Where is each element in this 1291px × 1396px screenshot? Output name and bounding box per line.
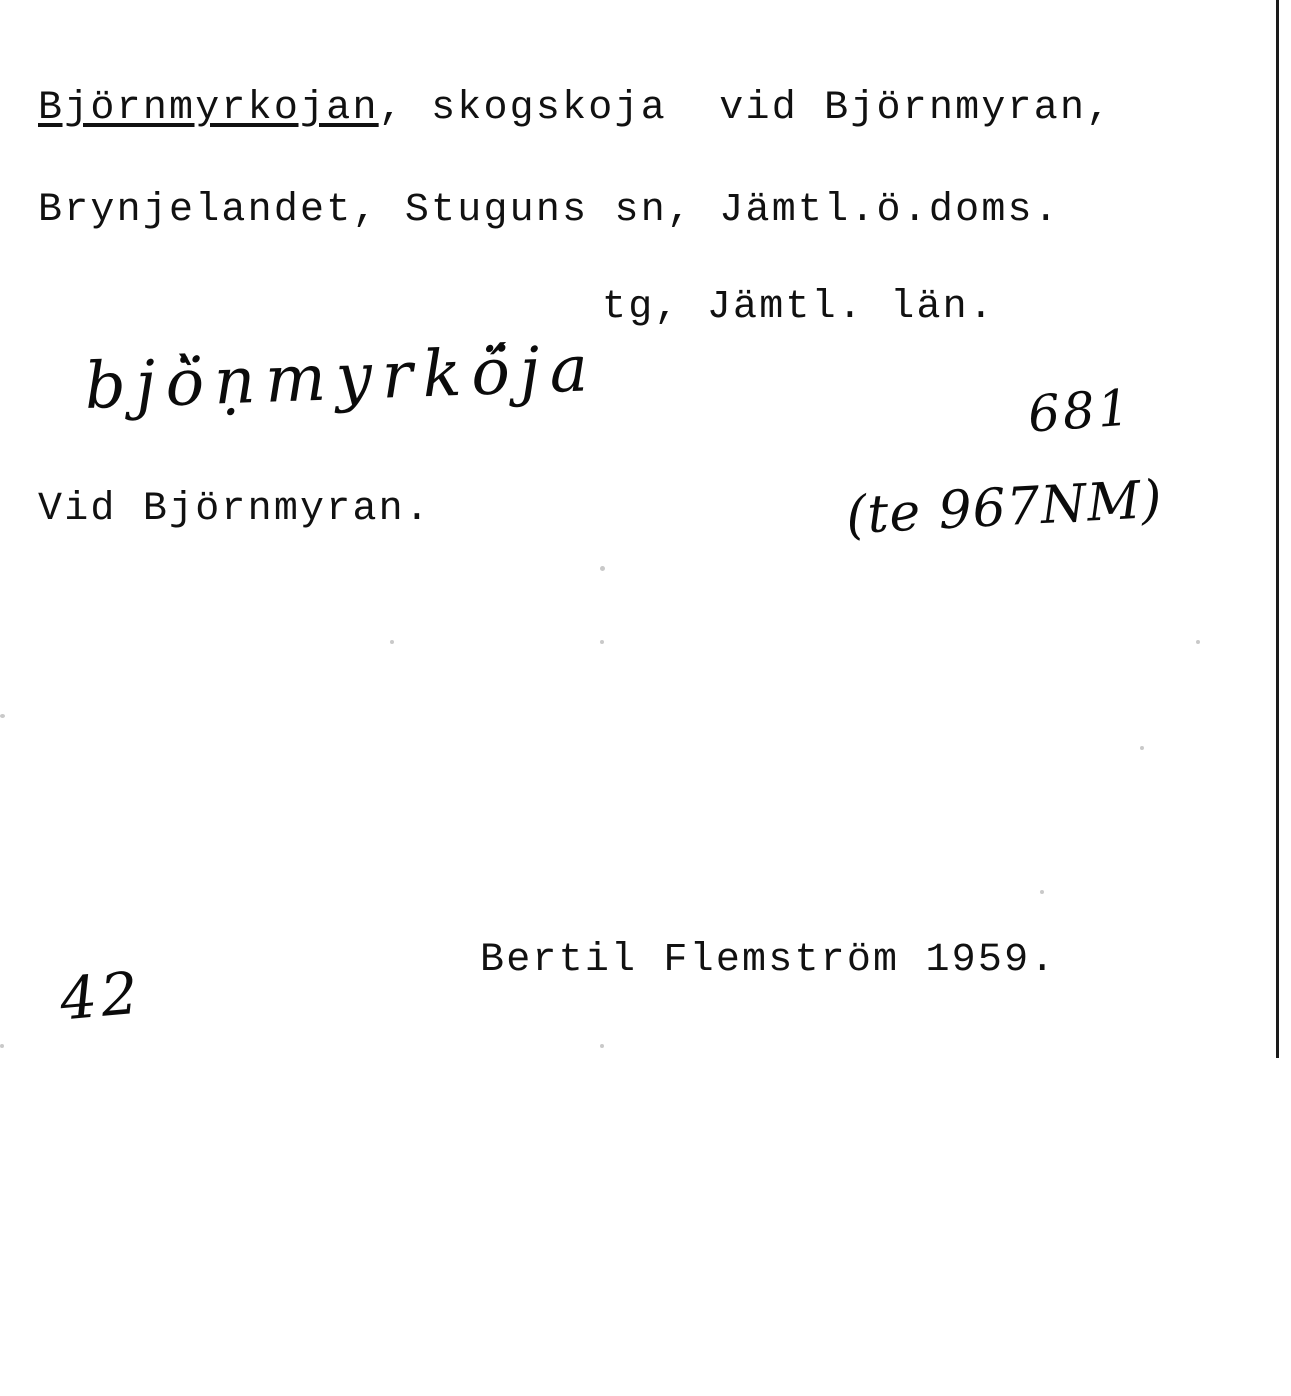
handwritten-reference: (te 967NM): [844, 469, 1165, 547]
paper-speck: [600, 1044, 604, 1048]
typed-line-parish: Brynjelandet, Stuguns sn, Jämtl.ö.doms.: [38, 188, 1060, 233]
paper-speck: [390, 640, 394, 644]
handwritten-pronunciation: bjö̀ṇmyrkö́ja: [83, 332, 599, 424]
paper-speck: [600, 640, 604, 644]
typed-line-headword: [38, 86, 1112, 131]
headword-rest: , skogskoja vid Björnmyran,: [378, 86, 1113, 131]
paper-speck: [600, 566, 605, 571]
paper-speck: [1040, 890, 1044, 894]
paper-speck: [1140, 746, 1144, 750]
typed-line-county: tg, Jämtl. län.: [602, 285, 996, 330]
typed-line-location: Vid Björnmyran.: [38, 487, 432, 532]
typed-line-collector: Bertil Flemström 1959.: [480, 938, 1057, 983]
paper-speck: [0, 714, 5, 718]
handwritten-corner-mark: 42: [57, 958, 145, 1034]
paper-speck: [1196, 640, 1200, 644]
card-right-edge: [1276, 0, 1279, 1058]
handwritten-number: 681: [1026, 378, 1135, 444]
headword-text: Björnmyrkojan: [38, 86, 379, 131]
paper-speck: [0, 1044, 4, 1048]
